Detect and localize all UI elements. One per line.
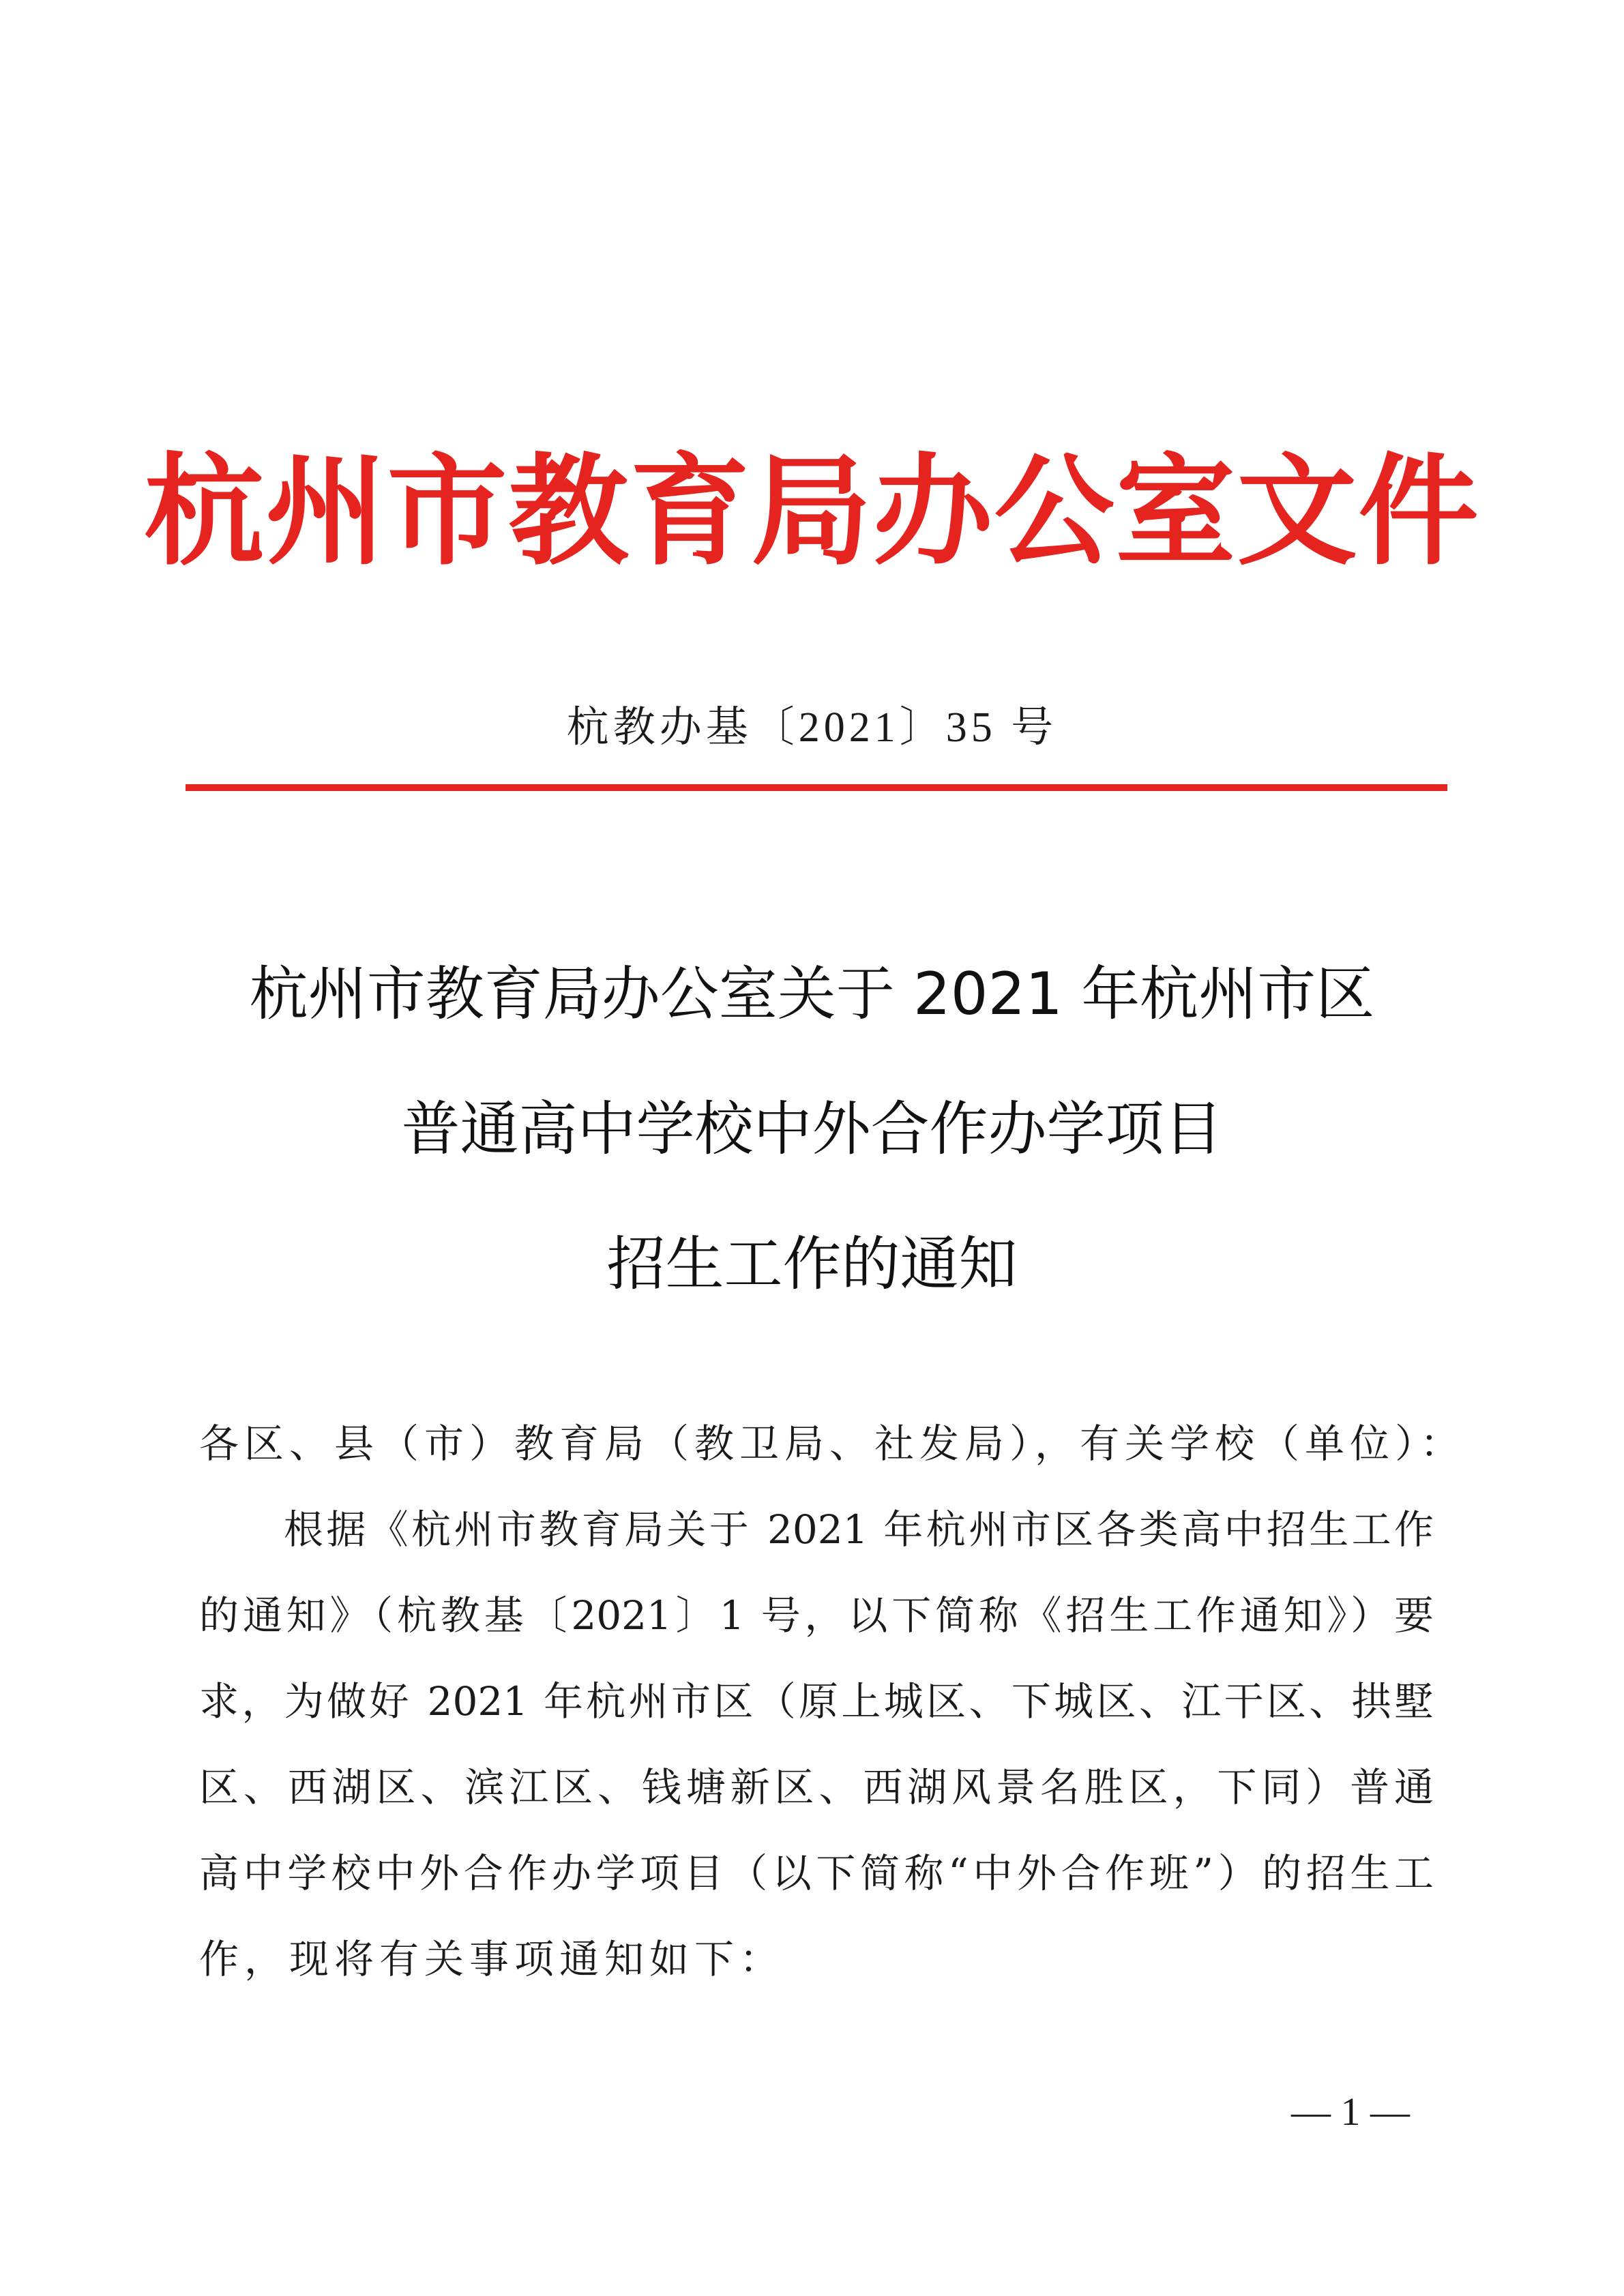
- notice-title-line-2: 普通高中学校中外合作办学项目: [401, 1095, 1223, 1163]
- body-line: 区、西湖区、滨江区、钱塘新区、西湖风景名胜区，下同）普通: [199, 1764, 1434, 1810]
- red-separator-line: [186, 784, 1447, 791]
- body-line: 高中学校中外合作办学项目（以下简称“中外合作班”）的招生工: [199, 1850, 1434, 1896]
- document-number: 杭教办基〔2021〕35 号: [566, 704, 1058, 751]
- notice-title-line-1: 杭州市教育局办公室关于 2021 年杭州市区: [249, 960, 1375, 1028]
- body-line: 求，为做好 2021 年杭州市区（原上城区、下城区、江干区、拱墅: [199, 1678, 1434, 1725]
- body-line: 根据《杭州市教育局关于 2021 年杭州市区各类高中招生工作: [284, 1506, 1434, 1553]
- body-line: 的通知》（杭教基〔2021〕1 号，以下简称《招生工作通知》）要: [199, 1592, 1434, 1639]
- page-number: — 1 —: [1291, 2089, 1410, 2134]
- body-line: 作，现将有关事项通知如下：: [199, 1936, 785, 1982]
- salutation: 各区、县（市）教育局（教卫局、社发局），有关学校（单位）：: [199, 1420, 1466, 1467]
- notice-title-line-3: 招生工作的通知: [606, 1230, 1018, 1298]
- masthead-title: 杭州市教育局办公室文件: [144, 441, 1480, 582]
